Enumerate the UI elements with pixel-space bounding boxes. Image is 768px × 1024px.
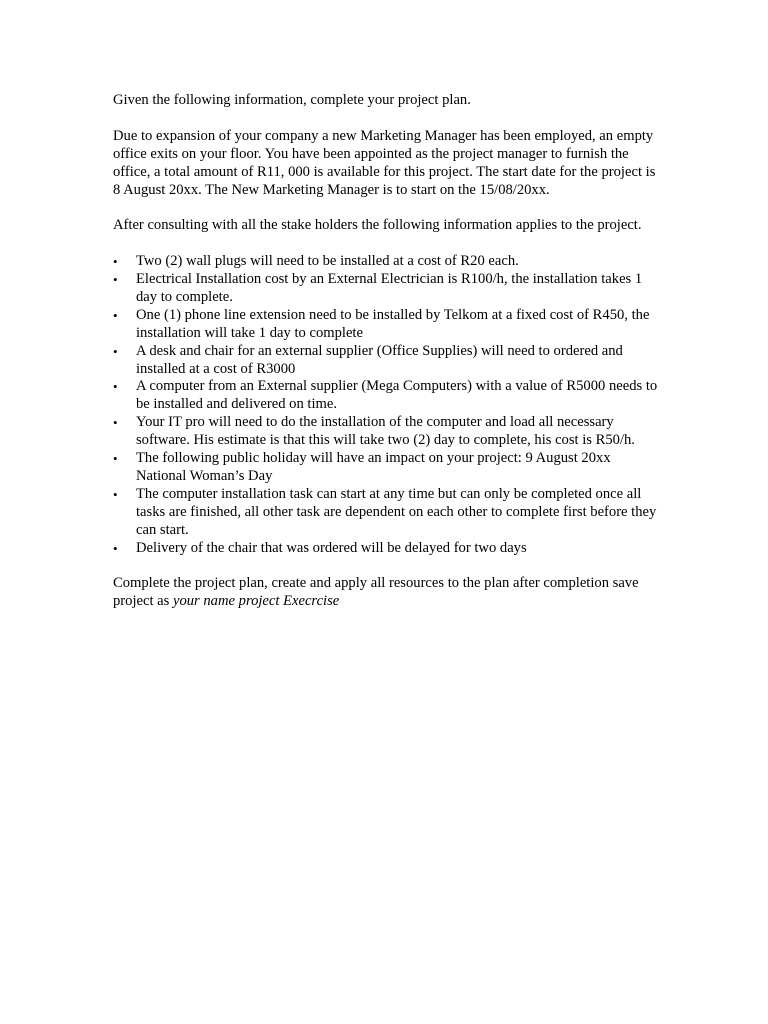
list-item-text: A computer from an External supplier (Mega Computers) with a value of R5000 needs to be installed and delivered on time.	[136, 378, 658, 413]
bullet-icon: •	[113, 343, 118, 359]
consult-paragraph: After consulting with all the stake holders the following information applies to the project.	[113, 217, 642, 234]
list-item	[113, 271, 658, 307]
list-item-text: Two (2) wall plugs will need to be installed at a cost of R20 each.	[136, 253, 519, 270]
list-item	[113, 540, 658, 558]
intro-paragraph: Given the following information, complete your project plan.	[113, 92, 471, 108]
bullet-icon: •	[113, 272, 118, 288]
list-item-text: A desk and chair for an external supplier (Office Supplies) will need to ordered and installed at a cost of R3000	[136, 342, 623, 377]
list-item	[113, 450, 658, 486]
bullet-icon: •	[113, 307, 118, 323]
list-item-text: Your IT pro will need to do the installation of the computer and load all necessary software. His estimate is that this will take two (2) day to complete, his cost is R50/h.	[136, 414, 635, 449]
document-page	[113, 92, 658, 629]
list-item-text: Delivery of the chair that was ordered will be delayed for two days	[136, 539, 527, 556]
list-item	[113, 414, 658, 450]
list-item-text: The computer installation task can start at any time but can only be completed once all tasks are finished, all other task are dependent on each other to complete first before they can start.	[136, 485, 657, 538]
bullet-icon: •	[113, 451, 118, 467]
closing-paragraph	[113, 575, 658, 611]
list-item-text: The following public holiday will have an impact on your project: 9 August 20xx National Woman’s Day	[136, 450, 611, 484]
closing-text: Complete the project plan, create and apply all resources to the plan after completion save project as	[113, 575, 639, 610]
list-item	[113, 486, 658, 540]
list-item	[113, 378, 658, 414]
bullet-icon: •	[113, 415, 118, 431]
list-item-text: Electrical Installation cost by an External Electrician is R100/h, the installation takes 1 day to complete.	[136, 271, 643, 305]
project-name-text: your name project Execrcise	[172, 593, 340, 610]
background-paragraph: Due to expansion of your company a new Marketing Manager has been employed, an empty office exits on your floor. You have been appointed as the project manager to furnish the office, a total amount of R11, 000 is available for this project. The start date for the project is 8 August 20xx. The New Marketing Manager is to start on the 15/08/20xx.	[113, 127, 656, 198]
list-item	[113, 307, 658, 343]
requirements-list	[113, 253, 658, 557]
bullet-icon: •	[113, 254, 118, 270]
bullet-icon: •	[113, 486, 118, 502]
list-item	[113, 253, 658, 271]
bullet-icon: •	[113, 540, 118, 556]
list-item-text: One (1) phone line extension need to be installed by Telkom at a fixed cost of R450, the installation will take 1 day to complete	[136, 306, 650, 341]
bullet-icon: •	[113, 379, 118, 395]
list-item	[113, 343, 658, 379]
